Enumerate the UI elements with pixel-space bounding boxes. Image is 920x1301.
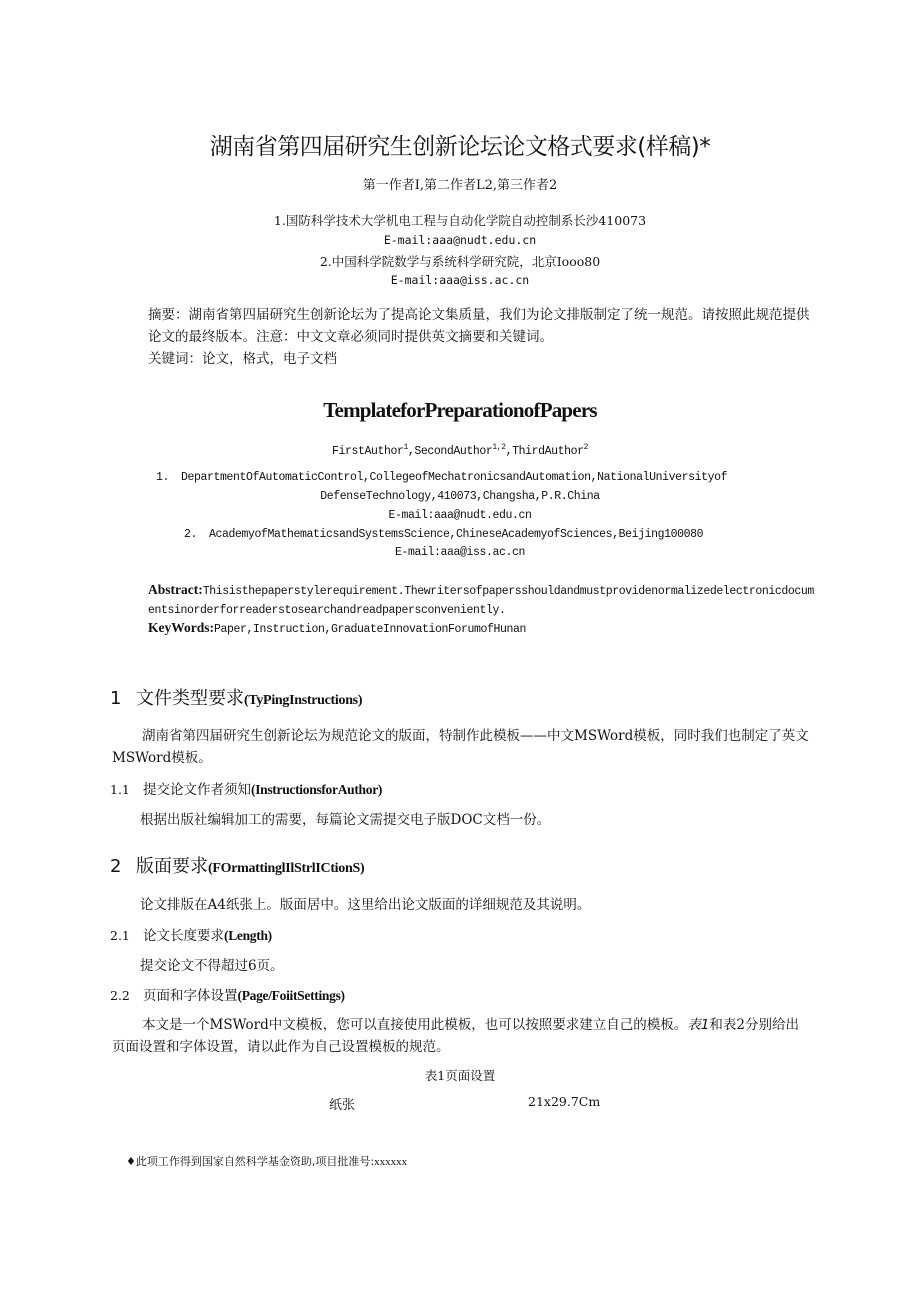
section-1-paragraph: 湖南省第四届研究生创新论坛为规范论文的版面，特制作此模板——中文MSWord模板，同时我们也制定了英文MSWord模板。	[112, 728, 809, 766]
author-en-3-sup: 2	[583, 443, 589, 452]
section-2-2-title-en: (Page/FoiitSettings)	[237, 988, 345, 1003]
email-en-1: E-mail:aaa@nudt.edu.cn	[388, 509, 532, 522]
authors-cn: 第一作者I,第二作者L2,第三作者2	[362, 178, 558, 193]
title-en: TemplateforPreparationofPapers	[323, 398, 597, 422]
section-1-title-cn: 文件类型要求	[136, 688, 244, 709]
keywords-en-label: KeyWords:	[148, 620, 214, 635]
section-2-2-text-c: 和表2分别给出页面设置和字体设置，请以此作为自己设置模板的规范。	[112, 1017, 799, 1055]
keywords-cn-text: ：论文，格式，电子文档	[188, 351, 337, 367]
author-en-2-sup: 1,2	[492, 443, 506, 452]
table-1-caption: 表1页面设置	[424, 1068, 496, 1083]
section-2-1-paragraph: 提交论文不得超过6页。	[140, 958, 284, 974]
abstract-en	[148, 580, 818, 620]
table-1-row-1-label: 纸张	[329, 1098, 356, 1113]
email-cn-2: E-mail:aaa@iss.ac.cn	[390, 273, 530, 287]
abstract-en-text: Thisisthepaperstylerequirement.Thewritersofpapersshouldandmustprovidenormalizedelectronicdocumentsinorderforreaderstosearchandreadpapersconveniently.	[148, 585, 814, 617]
author-en-1-sup: 1	[403, 443, 408, 452]
section-1-1-paragraph: 根据出版社编辑加工的需要，每篇论文需提交电子版DOC文档一份。	[140, 812, 551, 828]
abstract-cn-text: ：湖南省第四届研究生创新论坛为了提高论文集质量，我们为论文排版制定了统一规范。请按照此规范提供论文的最终版本。注意：中文文章必须同时提供英文摘要和关键词。	[148, 307, 810, 345]
affiliation-en-1-num: 1.	[156, 471, 170, 484]
table-1-row-1-value: 21x29.7Cm	[528, 1094, 601, 1109]
authors-en	[0, 443, 920, 458]
affiliation-cn-1: 1.国防科学技术大学机电工程与自动化学院自动控制系长沙410073	[273, 213, 647, 228]
footnote-grant-number: xxxxxx	[374, 1156, 408, 1168]
section-2-2-text-a: 本文是一个MSWord中文模板，您可以直接使用此模板，也可以按照要求建立自己的模板。	[142, 1017, 688, 1033]
section-1-1-number: 1.1	[110, 782, 130, 797]
section-1-title-en: (TyPingInstructions)	[244, 693, 363, 708]
section-1-1-heading	[110, 778, 382, 798]
section-2-1-heading	[110, 924, 272, 944]
section-2-1-title-cn: 论文长度要求	[143, 928, 224, 944]
keywords-cn	[148, 348, 814, 370]
affiliation-en-1-line2: DefenseTechnology,410073,Changsha,P.R.China	[320, 490, 600, 503]
abstract-cn-label: 摘要	[148, 307, 175, 323]
author-en-2: ,SecondAuthor	[407, 444, 493, 458]
footnote-text: ♦此项工作得到国家自然科学基金资助,项目批准号:	[126, 1155, 375, 1168]
section-1-heading	[110, 684, 362, 710]
section-1-1-title-en: (InstructionsforAuthor)	[251, 782, 383, 797]
section-1-1-title-cn: 提交论文作者须知	[143, 782, 251, 798]
footnote	[126, 1153, 407, 1169]
section-2-paragraph: 论文排版在A4纸张上。版面居中。这里给出论文版面的详细规范及其说明。	[140, 897, 591, 913]
affiliation-en-2-num: 2.	[184, 528, 198, 541]
email-en-2: E-mail:aaa@iss.ac.cn	[394, 546, 526, 559]
title-cn: 湖南省第四届研究生创新论坛论文格式要求(样稿)*	[209, 134, 711, 160]
keywords-cn-label: 关键词	[148, 351, 189, 367]
author-en-1: FirstAuthor	[331, 444, 404, 458]
section-1-number: 1	[110, 688, 122, 709]
email-cn-1: E-mail:aaa@nudt.edu.cn	[383, 233, 537, 247]
keywords-en-text: Paper,Instruction,GraduateInnovationForumofHunan	[214, 623, 527, 636]
table-1-reference: 表1	[687, 1017, 710, 1033]
affiliation-en-1-line1: DepartmentOfAutomaticControl,CollegeofMechatronicsandAutomation,NationalUniversityof	[181, 471, 728, 484]
abstract-cn	[148, 304, 814, 348]
section-2-2-title-cn: 页面和字体设置	[143, 988, 238, 1004]
keywords-en	[148, 618, 818, 639]
section-2-2-heading	[110, 984, 345, 1004]
section-2-heading	[110, 852, 364, 878]
affiliation-cn-2: 2.中国科学院数学与系统科学研究院，北京Iooo80	[319, 254, 601, 269]
abstract-en-label: Abstract:	[148, 582, 203, 597]
section-2-title-cn: 版面要求	[136, 856, 208, 877]
section-2-2-paragraph	[112, 1014, 812, 1058]
section-2-number: 2	[110, 856, 122, 877]
section-2-1-number: 2.1	[110, 928, 130, 943]
author-en-3: ,ThirdAuthor	[505, 444, 584, 458]
section-2-2-number: 2.2	[110, 988, 130, 1003]
section-2-1-title-en: (Length)	[224, 928, 272, 943]
affiliation-en-2-line1: AcademyofMathematicsandSystemsScience,ChineseAcademyofSciences,Beijing100080	[209, 528, 704, 541]
section-2-title-en: (FOrmattinglIlStrlICtionS)	[208, 861, 365, 876]
